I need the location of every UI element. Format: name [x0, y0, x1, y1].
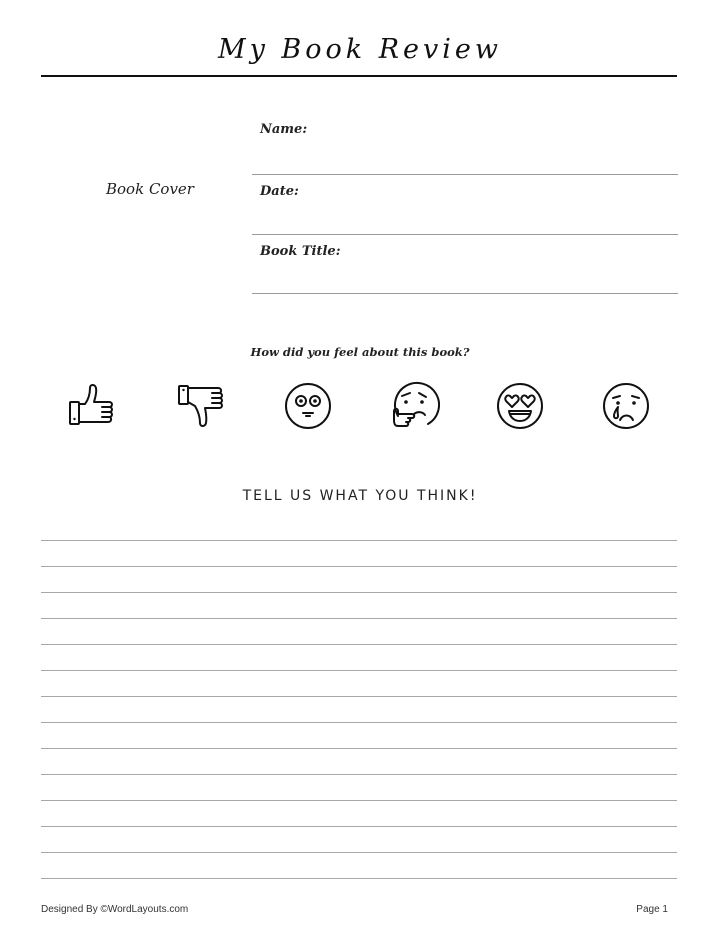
name-label: Name:	[260, 122, 308, 137]
date-label: Date:	[260, 184, 299, 199]
page-title: My Book Review	[217, 34, 503, 65]
book-cover-placeholder: Book Cover	[106, 180, 194, 198]
thumbs-up-icon[interactable]	[66, 380, 118, 432]
writing-line[interactable]	[41, 826, 677, 827]
writing-line[interactable]	[41, 878, 677, 879]
writing-line[interactable]	[41, 852, 677, 853]
writing-line[interactable]	[41, 566, 677, 567]
book-title-field[interactable]	[252, 293, 678, 294]
date-field[interactable]	[252, 234, 678, 235]
writing-line[interactable]	[41, 800, 677, 801]
thumbs-down-icon[interactable]	[176, 380, 228, 432]
writing-line[interactable]	[41, 748, 677, 749]
title-divider	[41, 75, 677, 77]
writing-line[interactable]	[41, 592, 677, 593]
writing-line[interactable]	[41, 618, 677, 619]
writing-line[interactable]	[41, 670, 677, 671]
footer-credit: Designed By ©WordLayouts.com	[41, 904, 189, 915]
review-prompt: TELL US WHAT YOU THINK!	[242, 488, 478, 504]
thinking-face-icon[interactable]	[388, 380, 440, 432]
writing-line[interactable]	[41, 722, 677, 723]
book-title-label: Book Title:	[260, 244, 341, 259]
writing-line[interactable]	[41, 644, 677, 645]
page-number: Page 1	[636, 904, 668, 915]
crying-face-icon[interactable]	[600, 380, 652, 432]
name-field[interactable]	[252, 174, 678, 175]
feeling-question: How did you feel about this book?	[250, 345, 470, 359]
writing-line[interactable]	[41, 696, 677, 697]
heart-eyes-face-icon[interactable]	[494, 380, 546, 432]
flushed-face-icon[interactable]	[282, 380, 334, 432]
writing-line[interactable]	[41, 774, 677, 775]
writing-line[interactable]	[41, 540, 677, 541]
